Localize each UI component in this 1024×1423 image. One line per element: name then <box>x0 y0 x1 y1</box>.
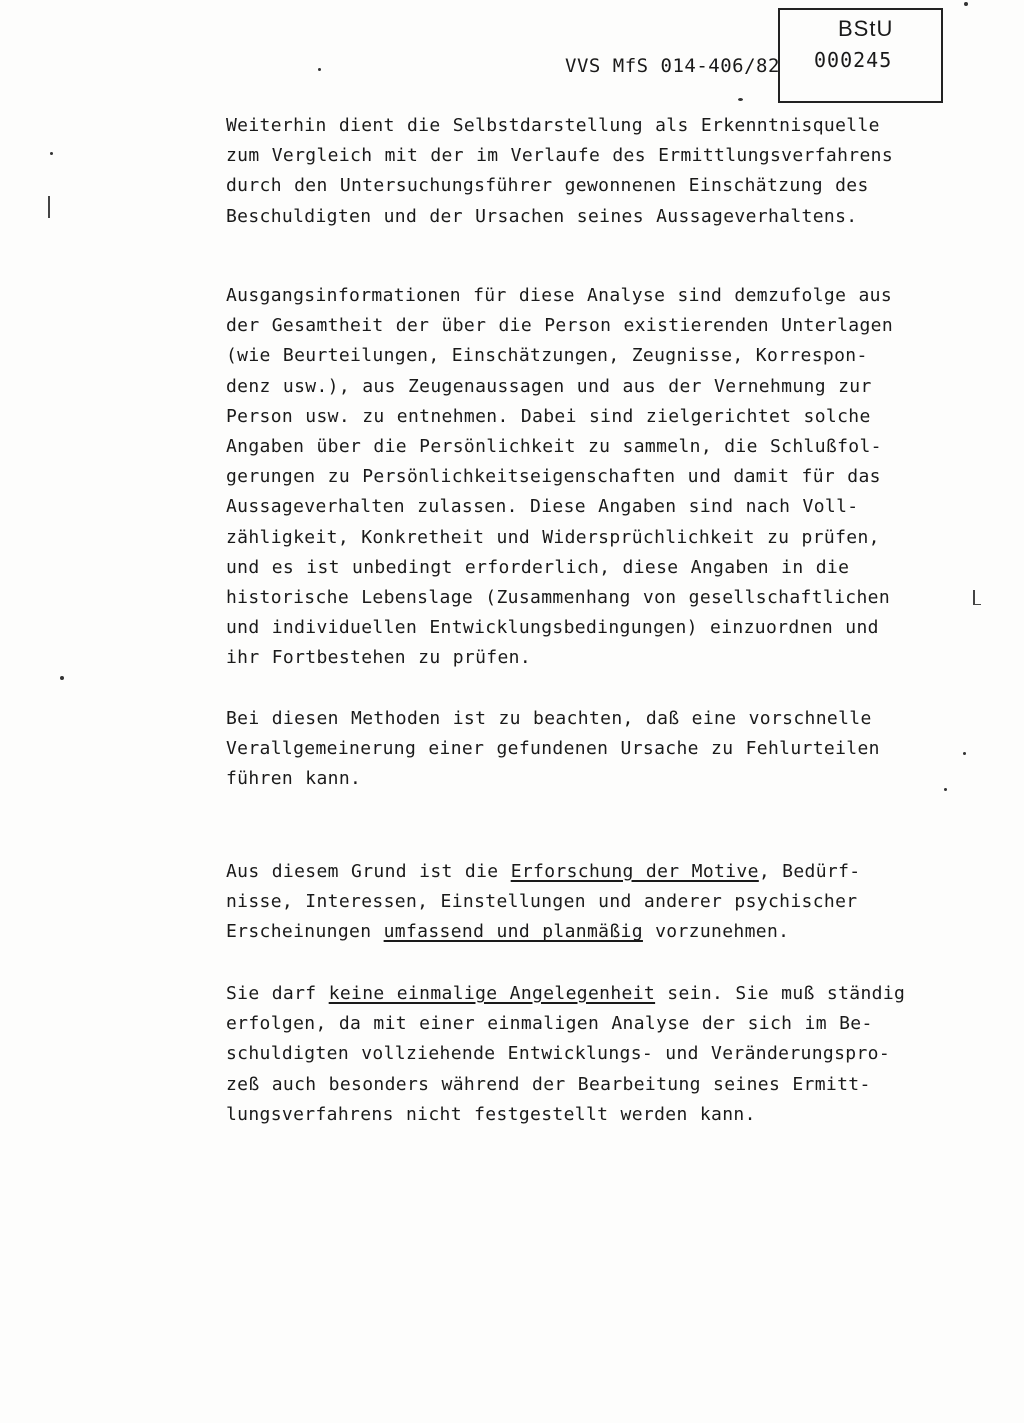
underlined-text: Erforschung der Motive <box>510 861 759 882</box>
text-line: zum Vergleich mit der im Verlaufe des Ermittlungsverfahrens <box>226 145 894 167</box>
text-line: zeß auch besonders während der Bearbeitung seines Ermitt- <box>226 1073 871 1095</box>
text-line: nisse, Interessen, Einstellungen und anderer psychischer <box>226 891 858 913</box>
underlined-text: keine einmalige Angelegenheit <box>328 983 656 1004</box>
paragraph <box>226 979 956 1130</box>
stamp-page-number: 000245 <box>814 48 893 72</box>
scan-speck <box>60 676 64 680</box>
scan-speck <box>964 2 968 6</box>
text-line: gerungen zu Persönlichkeitseigenschaften und damit für das <box>226 466 881 488</box>
text-line: lungsverfahrens nicht festgestellt werden kann. <box>226 1103 756 1125</box>
text-line: zähligkeit, Konkretheit und Widersprüchlichkeit zu prüfen, <box>226 526 880 548</box>
text-line: erfolgen, da mit einer einmaligen Analyse der sich im Be- <box>226 1013 873 1035</box>
text-line: (wie Beurteilungen, Einschätzungen, Zeugnisse, Korrespon- <box>226 345 868 367</box>
text-line: führen kann. <box>226 768 362 790</box>
paragraph <box>226 111 956 232</box>
text-line: Angaben über die Persönlichkeit zu sammeln, die Schlußfol- <box>226 435 882 457</box>
scan-speck <box>50 152 53 155</box>
text-line: Bei diesen Methoden ist zu beachten, daß eine vorschnelle <box>226 708 872 729</box>
text-line: ihr Fortbestehen zu prüfen. <box>226 647 532 669</box>
document-reference: VVS MfS 014-406/82 <box>565 55 780 77</box>
archive-stamp <box>778 8 943 103</box>
text-run: Erscheinungen <box>226 921 384 943</box>
text-line <box>226 979 956 1009</box>
text-run: Aus diesem Grund ist die <box>226 861 511 882</box>
scan-speck <box>738 98 743 101</box>
text-line: Weiterhin dient die Selbstdarstellung als Erkenntnisquelle <box>226 115 880 136</box>
text-line <box>226 917 956 947</box>
text-run: sein. Sie muß ständig <box>655 983 906 1004</box>
text-line: und es ist unbedingt erforderlich, diese Angaben in die <box>226 556 850 578</box>
stamp-agency: BStU <box>838 16 894 41</box>
scan-mark <box>48 196 50 218</box>
paragraph <box>226 281 956 673</box>
paragraph <box>226 857 956 948</box>
scan-speck <box>318 68 321 71</box>
text-line: historische Lebenslage (Zusammenhang von gesellschaftlichen <box>226 586 891 608</box>
text-run: vorzunehmen. <box>642 921 790 943</box>
scan-mark <box>973 604 981 605</box>
underlined-text: umfassend und planmäßig <box>383 921 643 943</box>
text-line: Ausgangsinformationen für diese Analyse sind demzufolge aus <box>226 285 893 306</box>
text-line: Verallgemeinerung einer gefundenen Ursache zu Fehlurteilen <box>226 738 880 760</box>
scan-mark <box>973 590 975 604</box>
text-run: , Bedürf- <box>758 861 861 882</box>
text-line: der Gesamtheit der über die Person existierenden Unterlagen <box>226 315 894 337</box>
text-line: Person usw. zu entnehmen. Dabei sind zielgerichtet solche <box>226 405 871 427</box>
scan-speck <box>963 752 966 755</box>
text-run: Sie darf <box>226 983 329 1004</box>
text-line: und individuellen Entwicklungsbedingungen) einzuordnen und <box>226 617 879 639</box>
text-line: durch den Untersuchungsführer gewonnenen Einschätzung des <box>226 175 869 197</box>
text-line: schuldigten vollziehende Entwicklungs- und Veränderungspro- <box>226 1043 891 1065</box>
text-line <box>226 857 956 887</box>
scan-speck <box>944 788 947 791</box>
paragraph <box>226 704 956 795</box>
text-line: Aussageverhalten zulassen. Diese Angaben sind nach Voll- <box>226 496 859 518</box>
text-line: Beschuldigten und der Ursachen seines Aussageverhaltens. <box>226 205 858 227</box>
text-line: denz usw.), aus Zeugenaussagen und aus der Vernehmung zur <box>226 375 872 397</box>
